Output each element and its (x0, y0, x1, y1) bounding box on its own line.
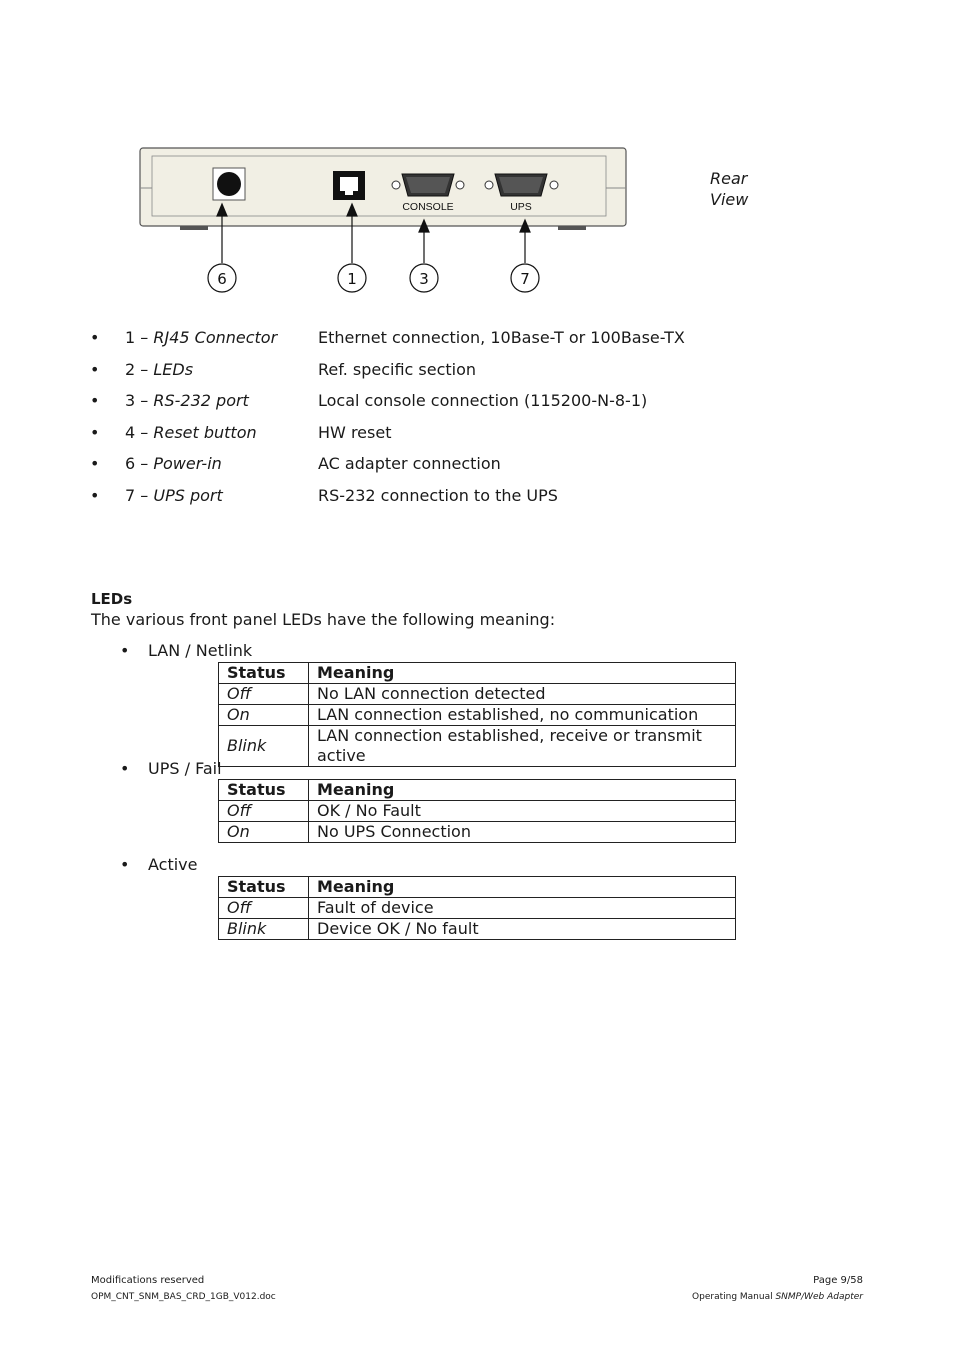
connector-description: AC adapter connection (318, 454, 501, 474)
column-header: Meaning (309, 780, 736, 801)
footer-filename: OPM_CNT_SNM_BAS_CRD_1GB_V012.doc (91, 1292, 276, 1302)
connector-description: Ref. specific section (318, 359, 477, 379)
connector-name: UPS port (153, 485, 223, 505)
power-in-jack (213, 168, 245, 200)
connector-list (90, 326, 790, 516)
column-header: Status (219, 877, 309, 898)
connector-description: RS-232 connection to the UPS (318, 485, 558, 505)
caption-line: View (710, 190, 749, 209)
list-item: • 1 – RJ45 Connector Ethernet connection, 10Base-T or 100Base-TX (90, 326, 790, 358)
column-header: Meaning (309, 877, 736, 898)
table-row: On No UPS Connection (219, 822, 736, 843)
led-group-label: • Active (120, 855, 198, 874)
rear-view-diagram (130, 140, 640, 300)
caption-line: Rear (710, 169, 748, 188)
led-status-table-active (218, 876, 736, 940)
list-item: • 4 – Reset button HW reset (90, 421, 790, 453)
led-status-table-ups (218, 779, 736, 843)
list-item: • 2 – LEDs Ref. specific section (90, 358, 790, 390)
list-item: • 3 – RS-232 port Local console connection (115200-N-8-1) (90, 389, 790, 421)
connector-description: Ethernet connection, 10Base-T or 100Base-TX (318, 328, 685, 347)
table-row: Blink Device OK / No fault (219, 919, 736, 940)
table-header-row (219, 663, 736, 684)
connector-description: Local console connection (115200-N-8-1) (318, 391, 648, 411)
connector-name: Power-in (153, 454, 222, 474)
list-item: • 7 – UPS port RS-232 connection to the UPS (90, 484, 790, 516)
callout-label: 6 (217, 270, 227, 288)
column-header: Meaning (309, 663, 736, 684)
console-port-label: CONSOLE (402, 201, 454, 213)
table-row: Off OK / No Fault (219, 801, 736, 822)
table-row: Off Fault of device (219, 898, 736, 919)
table-row: Blink LAN connection established, receive or transmit active (219, 726, 736, 767)
connector-name: RJ45 Connector (153, 328, 278, 347)
callout-label: 3 (419, 270, 429, 288)
section-heading: LEDs (91, 590, 133, 608)
connector-name: Reset button (153, 422, 257, 442)
rj45-connector (333, 171, 365, 200)
callout-label: 7 (520, 270, 530, 288)
list-item: • 6 – Power-in AC adapter connection (90, 452, 790, 484)
table-row: On LAN connection established, no communication (219, 705, 736, 726)
ups-port-label: UPS (510, 201, 532, 213)
footer-modifications: Modifications reserved (91, 1275, 205, 1286)
table-row: Off No LAN connection detected (219, 684, 736, 705)
led-group-label: • UPS / Fail (120, 759, 222, 778)
connector-name: LEDs (153, 359, 194, 379)
connector-description: HW reset (318, 422, 392, 442)
led-group-label: • LAN / Netlink (120, 641, 253, 660)
column-header: Status (219, 663, 309, 684)
table-header-row (219, 877, 736, 898)
connector-name: RS-232 port (153, 391, 249, 411)
led-status-table-lan (218, 662, 736, 767)
callout-label: 1 (347, 270, 357, 288)
footer-page-number: Page 9/58 (813, 1275, 863, 1286)
rear-view-caption (710, 168, 748, 210)
table-header-row (219, 780, 736, 801)
section-intro: The various front panel LEDs have the following meaning: (91, 610, 556, 629)
footer-manual-title: Operating Manual SNMP/Web Adapter (692, 1292, 863, 1302)
column-header: Status (219, 780, 309, 801)
